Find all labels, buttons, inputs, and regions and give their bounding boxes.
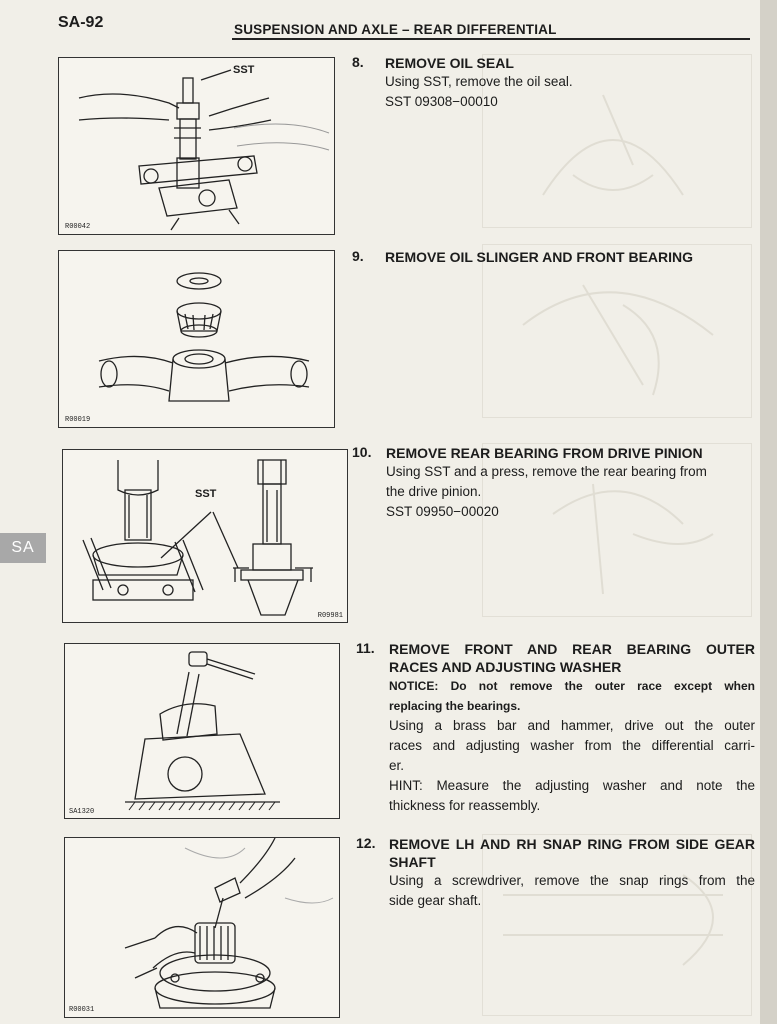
sst-callout: SST (233, 64, 255, 76)
oil-seal-puller-illustration (59, 58, 334, 234)
figure-code: R09981 (317, 612, 343, 620)
slinger-bearing-illustration (59, 251, 334, 427)
figure-code: SA1320 (69, 808, 95, 816)
bearing-press-illustration (63, 450, 347, 622)
figure-code: R00019 (65, 416, 91, 424)
step-12 (356, 835, 757, 915)
page-edge-shadow (760, 0, 777, 1024)
running-header: SUSPENSION AND AXLE – REAR DIFFERENTIAL (234, 22, 557, 37)
figure-remove-snap-ring (64, 837, 340, 1018)
step-body: Using SST and a press, remove the rear bearing from the drive pinion. SST 09950−00020 (386, 464, 707, 519)
step-title: REMOVE OIL SEAL (385, 55, 514, 71)
step-body: Using a screwdriver, remove the snap rings from the side gear shaft. (389, 873, 755, 908)
sst-callout: SST (195, 488, 217, 500)
figure-code: R00031 (69, 1006, 95, 1014)
step-title: REMOVE OIL SLINGER AND FRONT BEARING (385, 249, 694, 265)
step-number: 8. (352, 54, 364, 70)
brass-bar-hammer-illustration (65, 644, 339, 818)
step-8 (352, 54, 757, 118)
step-number: 11. (356, 640, 375, 656)
notice: NOTICE: Do not remove the outer race except when replacing the bearings. (389, 679, 755, 713)
step-number: 10. (352, 444, 372, 460)
figure-remove-slinger-bearing (58, 250, 335, 428)
step-title: REMOVE REAR BEARING FROM DRIVE PINION (386, 445, 703, 461)
step-body: Using SST, remove the oil seal. SST 09308−00010 (385, 74, 573, 109)
figure-remove-outer-races (64, 643, 340, 819)
figure-code: R00042 (65, 223, 91, 231)
header-rule (232, 38, 750, 40)
figure-remove-oil-seal (58, 57, 335, 235)
step-body: NOTICE: Do not remove the outer race except when replacing the bearings. Using a brass bar and hammer, drive out the outer races and adjusting washer from the differential carri- er. HINT: Measure the adjusting washer and note the thickness for reassembly. (389, 676, 755, 816)
hint: HINT: Measure the adjusting washer and note the (389, 778, 755, 793)
step-number: 12. (356, 835, 376, 851)
step-title: REMOVE LH AND RH SNAP RING FROM SIDE GEAR SHAFT (389, 836, 755, 870)
step-number: 9. (352, 248, 364, 264)
page-number: SA-92 (58, 14, 104, 31)
section-tab: SA (0, 533, 46, 563)
snap-ring-screwdriver-illustration (65, 838, 339, 1017)
figure-remove-rear-bearing (62, 449, 348, 623)
step-9 (352, 248, 757, 272)
step-10 (352, 444, 757, 528)
step-title: REMOVE FRONT AND REAR BEARING OUTER RACES AND ADJUSTING WASHER (389, 641, 755, 675)
step-11 (356, 640, 757, 820)
